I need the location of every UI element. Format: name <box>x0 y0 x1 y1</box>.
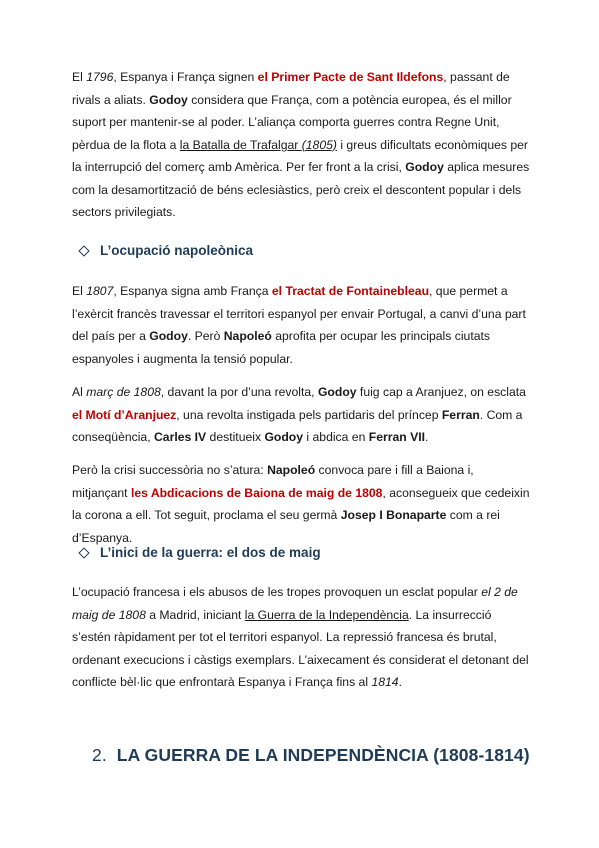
bold-name: Ferran VII <box>368 430 425 444</box>
subheading-napoleonic-occupation <box>78 243 253 258</box>
section-title <box>92 745 530 766</box>
text: , Espanya signa amb França <box>113 284 272 298</box>
text: , que permet a l’exèrcit francès travessar el territori espanyol per envair Portugal, a canvi d’una part del país per a <box>72 284 526 343</box>
bold-name: Godoy <box>264 430 304 444</box>
subheading-war-start <box>78 545 321 560</box>
year: 1807 <box>86 284 114 298</box>
bold-name: Napoleó <box>267 463 316 477</box>
text: , aconsegueix que cedeixin la corona a ell. Tot seguit, proclama el seu germà <box>72 485 530 522</box>
year: 1796 <box>86 70 114 84</box>
paragraph-fontainebleau <box>72 280 532 370</box>
text: i abdica en <box>303 430 369 444</box>
paragraph-second-of-may <box>72 581 532 694</box>
underlined-term: la Batalla de Trafalgar <box>179 137 302 152</box>
underlined-year: (1805) <box>301 137 337 152</box>
text: , una revolta instigada pels partidaris del príncep <box>176 407 442 422</box>
text: com a rei d’Espanya. <box>72 508 500 545</box>
bold-name: Josep I Bonaparte <box>340 508 447 522</box>
text: . Però <box>187 329 224 343</box>
text: a Madrid, iniciant <box>145 607 245 622</box>
text: Al <box>72 385 87 399</box>
bold-name: Godoy <box>405 160 444 174</box>
key-term: les Abdicacions de Baiona de maig de 1808 <box>130 485 383 500</box>
paragraph-first-pact <box>72 66 532 224</box>
text: . Com a conseqüència, <box>72 407 523 444</box>
text: El <box>72 70 87 84</box>
text: i greus dificultats econòmiques per la interrupció del comerç amb Amèrica. Per fer front a la crisi, <box>72 137 528 174</box>
year: 1814 <box>371 675 399 689</box>
bold-name: Carles IV <box>154 430 207 444</box>
text: L’ocupació francesa i els abusos de les tropes provoquen un esclat popular <box>72 585 482 599</box>
underlined-term: la Guerra de la Independència <box>244 607 409 622</box>
text: considera que França, com a potència europea, és el millor suport per mantenir-se al poder. L’aliança comporta guerres contra Regne Unit, pèrdua de la flota a <box>72 92 512 152</box>
key-term: el Tractat de Fontainebleau <box>271 284 430 298</box>
bold-name: Godoy <box>149 92 188 107</box>
diamond-bullet-icon <box>78 245 89 256</box>
paragraph-aranjuez <box>72 381 532 449</box>
bold-name: Godoy <box>317 385 357 399</box>
section-number: 2. <box>92 745 107 765</box>
text: El <box>72 284 87 298</box>
text: aplica mesures com la desamortització de béns eclesiàstics, però creix el descontent popular i dels sectors privilegiats. <box>72 160 530 219</box>
text: , davant la por d’una revolta, <box>160 385 318 399</box>
paragraph-bayonne <box>72 459 532 549</box>
date: març de 1808 <box>86 385 161 399</box>
text: . La insurrecció s’estén ràpidament per tot el territori espanyol. La repressió francesa és brutal, ordenant execucions i càstigs exemplars. L’aixecament és considerat el detonant del conflicte bèl·lic que enfrontarà Espanya i França fins al <box>72 607 529 689</box>
key-term: el Primer Pacte de Sant Ildefons <box>257 70 444 84</box>
section-title-text: LA GUERRA DE LA INDEPENDÈNCIA (1808-1814) <box>116 745 530 765</box>
text: destitueix <box>206 430 265 444</box>
date: el 2 de maig de 1808 <box>72 585 518 622</box>
key-term: el Motí d’Aranjuez <box>72 407 177 422</box>
text: , Espanya i França signen <box>113 70 258 84</box>
text: aprofita per ocupar les principals ciutats espanyoles i augmenta la tensió popular. <box>72 329 490 366</box>
text: . <box>398 675 402 689</box>
subheading-text: L’ocupació napoleònica <box>100 243 254 258</box>
bold-name: Ferran <box>441 407 480 422</box>
diamond-bullet-icon <box>78 547 89 558</box>
text: fuig cap a Aranjuez, on esclata <box>356 385 526 399</box>
text: convoca pare i fill a Baiona i, mitjançant <box>72 463 474 500</box>
text: Però la crisi successòria no s’atura: <box>72 463 268 477</box>
bold-name: Godoy <box>149 329 188 343</box>
text: . <box>424 430 429 444</box>
bold-name: Napoleó <box>223 329 272 343</box>
subheading-text: L’inici de la guerra: el dos de maig <box>100 545 321 560</box>
text: , passant de rivals a aliats. <box>72 70 510 107</box>
